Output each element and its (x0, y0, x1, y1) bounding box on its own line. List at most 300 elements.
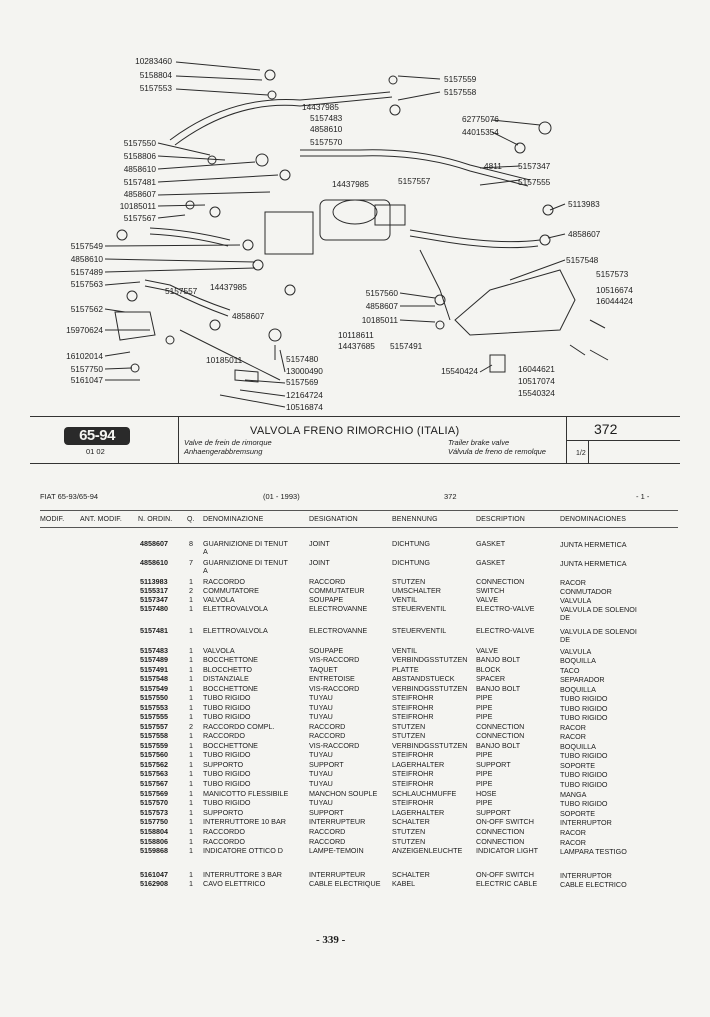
part-desc-it: VALVOLA (203, 595, 235, 604)
part-desc-es: TUBO RIGIDO (560, 751, 608, 760)
part-desc-fr: TUYAU (309, 703, 333, 712)
part-number: 5161047 (140, 870, 168, 879)
part-desc-es-cont: DE (560, 613, 570, 622)
part-desc-it: TUBO RIGIDO (203, 798, 251, 807)
model-logo: 65-94 (64, 427, 130, 445)
part-desc-en: GASKET (476, 558, 506, 567)
header-rule (40, 510, 678, 511)
part-desc-it: RACCORDO (203, 827, 245, 836)
part-qty: 2 (189, 722, 193, 731)
callout: 4858607 (123, 189, 156, 199)
part-desc-es: BOQUILLA (560, 656, 596, 665)
callout: 5157750 (70, 364, 103, 374)
part-desc-en: ELECTRIC CABLE (476, 879, 538, 888)
model-name: FIAT 65-93/65-94 (40, 492, 99, 501)
part-desc-fr: VIS-RACCORD (309, 684, 360, 693)
part-desc-fr: SUPPORT (309, 808, 344, 817)
part-desc-es-cont: DE (560, 635, 570, 644)
part-number: 5113983 (140, 577, 168, 586)
table-number: 372 (594, 421, 618, 437)
part-desc-it: SUPPORTO (203, 760, 244, 769)
part-desc-es: SOPORTE (560, 809, 596, 818)
part-desc-de: VERBINDGSSTUTZEN (392, 655, 468, 664)
part-desc-it: RACCORDO COMPL. (203, 722, 275, 731)
callout: 14437985 (332, 179, 369, 189)
part-desc-fr: COMMUTATEUR (309, 586, 365, 595)
part-desc-it: GUARNIZIONE DI TENUT (203, 558, 288, 567)
part-desc-de: STUTZEN (392, 837, 426, 846)
part-desc-de: STUTZEN (392, 731, 426, 740)
part-desc-es: VALVULA (560, 647, 592, 656)
part-qty: 1 (189, 879, 193, 888)
part-desc-es: RACOR (560, 838, 586, 847)
callout: 44015354 (462, 127, 499, 137)
callout: 4858607 (365, 301, 398, 311)
part-desc-en: CONNECTION (476, 722, 525, 731)
part-number: 5157549 (140, 684, 168, 693)
callout: 5157481 (123, 177, 156, 187)
part-desc-de: VERBINDGSSTUTZEN (392, 741, 468, 750)
part-qty: 1 (189, 626, 193, 635)
part-desc-en: SUPPORT (476, 760, 511, 769)
title-divider (588, 440, 589, 464)
part-desc-it: CAVO ELETTRICO (203, 879, 266, 888)
part-desc-es: SOPORTE (560, 761, 596, 770)
col-french: DESIGNATION (309, 516, 358, 523)
callout: 16044424 (596, 296, 633, 306)
part-desc-en: SUPPORT (476, 808, 511, 817)
callout: 4858610 (123, 164, 156, 174)
part-qty: 1 (189, 798, 193, 807)
callout: 15540424 (441, 366, 478, 376)
part-desc-fr: TAQUET (309, 665, 338, 674)
part-number: 5157560 (140, 750, 168, 759)
part-desc-fr: SOUPAPE (309, 646, 344, 655)
part-desc-es: RACOR (560, 723, 586, 732)
part-qty: 1 (189, 789, 193, 798)
part-desc-de: DICHTUNG (392, 539, 430, 548)
part-desc-fr: CABLE ELECTRIQUE (309, 879, 381, 888)
part-desc-de: STEIFROHR (392, 703, 434, 712)
part-desc-de: SCHALTER (392, 870, 430, 879)
part-desc-en: GASKET (476, 539, 506, 548)
part-desc-it: TUBO RIGIDO (203, 769, 251, 778)
part-desc-de: STEUERVENTIL (392, 626, 447, 635)
part-desc-de: STUTZEN (392, 827, 426, 836)
callout: 5157569 (286, 377, 319, 387)
callout: 62775076 (462, 114, 499, 124)
callout: 5157489 (70, 267, 103, 277)
part-desc-fr: JOINT (309, 539, 330, 548)
part-desc-de: ANZEIGENLEUCHTE (392, 846, 463, 855)
callout: 10516674 (596, 285, 633, 295)
title-top-rule (30, 416, 680, 417)
title-french: Valve de frein de rimorque (184, 438, 272, 447)
part-desc-en: BANJO BOLT (476, 741, 521, 750)
part-desc-en: VALVE (476, 595, 499, 604)
part-desc-it: RACCORDO (203, 837, 245, 846)
part-desc-en: BANJO BOLT (476, 684, 521, 693)
part-desc-en: PIPE (476, 712, 493, 721)
part-desc-de: STUTZEN (392, 577, 426, 586)
part-desc-fr: INTERRUPTEUR (309, 870, 366, 879)
part-desc-de: STEIFROHR (392, 779, 434, 788)
part-desc-it: COMMUTATORE (203, 586, 259, 595)
part-qty: 1 (189, 846, 193, 855)
callout: 5157549 (70, 241, 103, 251)
part-qty: 1 (189, 665, 193, 674)
part-desc-de: STEUERVENTIL (392, 604, 447, 613)
callout: 5157559 (444, 74, 477, 84)
part-number: 5155317 (140, 586, 168, 595)
part-desc-en: SWITCH (476, 586, 505, 595)
part-desc-es: VALVULA (560, 596, 592, 605)
part-number: 5157557 (140, 722, 168, 731)
part-desc-de: PLATTE (392, 665, 419, 674)
page-number: - 339 - (316, 934, 346, 946)
part-desc-en: PIPE (476, 779, 493, 788)
part-desc-it-cont: A (203, 547, 208, 556)
part-qty: 1 (189, 769, 193, 778)
part-desc-es: TACO (560, 666, 580, 675)
part-desc-fr: RACCORD (309, 837, 346, 846)
callout: 5161047 (70, 375, 103, 385)
part-number: 5157750 (140, 817, 168, 826)
callout: 5157573 (596, 269, 629, 279)
page-title: VALVOLA FRENO RIMORCHIO (ITALIA) (250, 425, 460, 437)
col-italian: DENOMINAZIONE (203, 516, 264, 523)
part-number: 5159868 (140, 846, 168, 855)
part-desc-de: STEIFROHR (392, 769, 434, 778)
part-number: 5157550 (140, 693, 168, 702)
part-desc-de: STEIFROHR (392, 712, 434, 721)
part-number: 5157555 (140, 712, 168, 721)
callout: 5157563 (70, 279, 103, 289)
part-qty: 7 (189, 558, 193, 567)
part-desc-it: BLOCCHETTO (203, 665, 252, 674)
part-desc-en: PIPE (476, 703, 493, 712)
part-desc-es: BOQUILLA (560, 742, 596, 751)
part-number: 5157563 (140, 769, 168, 778)
callout: 10185011 (119, 201, 156, 211)
part-desc-es: JUNTA HERMETICA (560, 540, 627, 549)
part-desc-fr: VIS-RACCORD (309, 741, 360, 750)
col-modif: MODIF. (40, 516, 65, 523)
col-german: BENENNUNG (392, 516, 438, 523)
part-qty: 1 (189, 674, 193, 683)
part-number: 5158804 (140, 827, 168, 836)
part-desc-es: SEPARADOR (560, 675, 605, 684)
part-desc-it: DISTANZIALE (203, 674, 249, 683)
col-spanish: DENOMINACIONES (560, 516, 626, 523)
callout: 14437985 (302, 102, 339, 112)
title-german: Anhaengerabbremsung (184, 447, 263, 456)
part-desc-es: TUBO RIGIDO (560, 704, 608, 713)
part-number: 5157558 (140, 731, 168, 740)
part-desc-it: BOCCHETTONE (203, 655, 258, 664)
part-desc-it: ELETTROVALVOLA (203, 604, 268, 613)
part-desc-it: INDICATORE OTTICO D (203, 846, 283, 855)
part-qty: 2 (189, 586, 193, 595)
part-number: 5157489 (140, 655, 168, 664)
part-number: 5157491 (140, 665, 168, 674)
part-desc-fr: RACCORD (309, 577, 346, 586)
part-desc-es: LAMPARA TESTIGO (560, 847, 627, 856)
callout: 5157557 (398, 176, 431, 186)
callout: 4858607 (568, 229, 601, 239)
part-desc-it: RACCORDO (203, 731, 245, 740)
part-desc-de: SCHLAUCHMUFFE (392, 789, 457, 798)
part-desc-de: STEIFROHR (392, 750, 434, 759)
part-desc-es: JUNTA HERMETICA (560, 559, 627, 568)
part-desc-en: ELECTRO-VALVE (476, 604, 535, 613)
part-desc-it: TUBO RIGIDO (203, 693, 251, 702)
group-code: 01 02 (86, 447, 105, 456)
callout: 5158804 (139, 70, 172, 80)
part-qty: 1 (189, 712, 193, 721)
part-desc-es: TUBO RIGIDO (560, 694, 608, 703)
callout: 10283460 (135, 56, 172, 66)
part-desc-en: PIPE (476, 769, 493, 778)
part-qty: 1 (189, 808, 193, 817)
part-desc-it: MANICOTTO FLESSIBILE (203, 789, 289, 798)
part-desc-es: TUBO RIGIDO (560, 799, 608, 808)
part-desc-es: INTERRUPTOR (560, 871, 612, 880)
part-desc-en: SPACER (476, 674, 506, 683)
part-desc-en: VALVE (476, 646, 499, 655)
part-desc-de: STUTZEN (392, 722, 426, 731)
part-desc-it: TUBO RIGIDO (203, 750, 251, 759)
part-number: 5157573 (140, 808, 168, 817)
part-qty: 1 (189, 817, 193, 826)
callout: 14437685 (338, 341, 375, 351)
part-desc-fr: JOINT (309, 558, 330, 567)
part-desc-fr: SOUPAPE (309, 595, 344, 604)
part-desc-it: GUARNIZIONE DI TENUT (203, 539, 288, 548)
part-qty: 1 (189, 646, 193, 655)
part-desc-de: STEIFROHR (392, 798, 434, 807)
part-desc-it: ELETTROVALVOLA (203, 626, 268, 635)
part-desc-fr: TUYAU (309, 693, 333, 702)
callout: 5157483 (310, 113, 343, 123)
part-qty: 1 (189, 703, 193, 712)
part-qty: 1 (189, 731, 193, 740)
part-desc-es: TUBO RIGIDO (560, 770, 608, 779)
part-desc-de: LAGERHALTER (392, 808, 445, 817)
part-qty: 1 (189, 741, 193, 750)
callout: 10185011 (206, 355, 243, 365)
callout: 15540324 (518, 388, 555, 398)
part-number: 5157481 (140, 626, 168, 635)
part-desc-es: INTERRUPTOR (560, 818, 612, 827)
sheet-number: 1/2 (576, 450, 586, 457)
callout: 5157562 (70, 304, 103, 314)
part-qty: 1 (189, 655, 193, 664)
part-desc-en: BLOCK (476, 665, 501, 674)
edition-date: (01 - 1993) (263, 492, 300, 501)
part-qty: 1 (189, 779, 193, 788)
part-qty: 1 (189, 684, 193, 693)
callout: 15970624 (66, 325, 103, 335)
callout: 10118611 (338, 330, 374, 340)
part-desc-en: HOSE (476, 789, 497, 798)
part-desc-es: VALVULA DE SOLENOI (560, 627, 637, 636)
callout: 14437985 (210, 282, 247, 292)
part-desc-it: RACCORDO (203, 577, 245, 586)
part-desc-fr: TUYAU (309, 769, 333, 778)
callout: 5157553 (139, 83, 172, 93)
part-desc-es: VALVULA DE SOLENOI (560, 605, 637, 614)
part-desc-es: RACOR (560, 578, 586, 587)
part-desc-en: PIPE (476, 693, 493, 702)
callout: 4858610 (310, 124, 343, 134)
part-desc-es: TUBO RIGIDO (560, 780, 608, 789)
col-ant-modif: ANT. MODIF. (80, 516, 122, 523)
callout: 4858610 (70, 254, 103, 264)
part-number: 5157570 (140, 798, 168, 807)
callout: 5157480 (286, 354, 319, 364)
part-desc-fr: TUYAU (309, 750, 333, 759)
part-desc-fr: TUYAU (309, 712, 333, 721)
part-desc-es: CONMUTADOR (560, 587, 612, 596)
part-desc-en: CONNECTION (476, 731, 525, 740)
callout: 10516874 (286, 402, 323, 412)
col-order-number: N. ORDIN. (138, 516, 173, 523)
part-desc-es: TUBO RIGIDO (560, 713, 608, 722)
part-desc-es: MANGA (560, 790, 587, 799)
part-number: 5157553 (140, 703, 168, 712)
part-qty: 1 (189, 760, 193, 769)
part-desc-de: VENTIL (392, 595, 418, 604)
part-qty: 1 (189, 693, 193, 702)
part-desc-it: TUBO RIGIDO (203, 703, 251, 712)
part-number: 4858610 (140, 558, 168, 567)
part-desc-fr: RACCORD (309, 827, 346, 836)
part-desc-de: VERBINDGSSTUTZEN (392, 684, 468, 693)
part-qty: 1 (189, 750, 193, 759)
callout: 5157491 (390, 341, 423, 351)
part-desc-it: BOCCHETTONE (203, 741, 258, 750)
part-desc-it: INTERRUTTORE 3 BAR (203, 870, 282, 879)
part-desc-de: VENTIL (392, 646, 418, 655)
part-desc-fr: ELECTROVANNE (309, 604, 368, 613)
title-spanish: Válvula de freno de remolque (448, 447, 546, 456)
part-desc-en: CONNECTION (476, 837, 525, 846)
part-desc-de: STEIFROHR (392, 693, 434, 702)
callout: 13000490 (286, 366, 323, 376)
exploded-parts-diagram (0, 0, 710, 420)
part-qty: 1 (189, 577, 193, 586)
part-desc-de: ABSTANDSTUECK (392, 674, 455, 683)
part-desc-fr: VIS-RACCORD (309, 655, 360, 664)
title-divider (178, 416, 179, 464)
part-desc-es: BOQUILLA (560, 685, 596, 694)
part-desc-it: TUBO RIGIDO (203, 779, 251, 788)
part-number: 5162908 (140, 879, 168, 888)
part-qty: 8 (189, 539, 193, 548)
part-desc-it: BOCCHETTONE (203, 684, 258, 693)
callout: 5157347 (518, 161, 551, 171)
col-quantity: Q. (187, 516, 195, 523)
callout: 10517074 (518, 376, 555, 386)
part-desc-de: UMSCHALTER (392, 586, 441, 595)
part-desc-en: ON-OFF SWITCH (476, 870, 534, 879)
callout: 5158806 (123, 151, 156, 161)
part-desc-de: KABEL (392, 879, 416, 888)
part-desc-en: PIPE (476, 798, 493, 807)
callout: 16102014 (66, 351, 103, 361)
callout: 5157558 (444, 87, 477, 97)
part-desc-fr: ENTRETOISE (309, 674, 355, 683)
part-qty: 1 (189, 827, 193, 836)
callout: 5157555 (518, 177, 551, 187)
header-rule (40, 527, 678, 528)
part-desc-de: LAGERHALTER (392, 760, 445, 769)
part-number: 5157483 (140, 646, 168, 655)
part-number: 5157347 (140, 595, 168, 604)
part-desc-es: RACOR (560, 732, 586, 741)
callout: 5157570 (310, 137, 343, 147)
part-desc-fr: MANCHON SOUPLE (309, 789, 378, 798)
part-number: 5157562 (140, 760, 168, 769)
part-qty: 1 (189, 870, 193, 879)
part-desc-it: SUPPORTO (203, 808, 244, 817)
title-english: Trailer brake valve (448, 438, 510, 447)
part-number: 5157548 (140, 674, 168, 683)
callout: 16044621 (518, 364, 555, 374)
part-desc-fr: RACCORD (309, 731, 346, 740)
part-desc-en: PIPE (476, 750, 493, 759)
part-desc-it-cont: A (203, 566, 208, 575)
callout: 4811 (484, 161, 502, 171)
part-desc-fr: RACCORD (309, 722, 346, 731)
part-desc-it: TUBO RIGIDO (203, 712, 251, 721)
part-desc-it: VALVOLA (203, 646, 235, 655)
part-qty: 1 (189, 604, 193, 613)
part-qty: 1 (189, 837, 193, 846)
part-desc-fr: TUYAU (309, 779, 333, 788)
part-desc-de: DICHTUNG (392, 558, 430, 567)
part-desc-fr: SUPPORT (309, 760, 344, 769)
part-desc-en: CONNECTION (476, 577, 525, 586)
callout: 5157560 (365, 288, 398, 298)
part-number: 5157559 (140, 741, 168, 750)
part-desc-fr: INTERRUPTEUR (309, 817, 366, 826)
callout: 10185011 (361, 315, 398, 325)
part-desc-es: CABLE ELECTRICO (560, 880, 627, 889)
part-desc-en: ELECTRO-VALVE (476, 626, 535, 635)
callout: 12164724 (286, 390, 323, 400)
callout: 5113983 (568, 199, 600, 209)
callout: 4858607 (232, 311, 265, 321)
part-desc-fr: LAMPE-TEMOIN (309, 846, 364, 855)
callout: 5157557 (165, 286, 198, 296)
part-number: 5157567 (140, 779, 168, 788)
part-desc-en: ON-OFF SWITCH (476, 817, 534, 826)
part-desc-de: SCHALTER (392, 817, 430, 826)
part-number: 4858607 (140, 539, 168, 548)
part-number: 5157480 (140, 604, 168, 613)
title-bottom-rule (30, 463, 680, 464)
part-number: 5157569 (140, 789, 168, 798)
part-desc-fr: ELECTROVANNE (309, 626, 368, 635)
part-desc-es: RACOR (560, 828, 586, 837)
col-english: DESCRIPTION (476, 516, 525, 523)
list-table-number: 372 (444, 492, 457, 501)
diagram-drawing (105, 62, 608, 407)
callout: 5157550 (123, 138, 156, 148)
page-mark: - 1 - (636, 492, 650, 501)
